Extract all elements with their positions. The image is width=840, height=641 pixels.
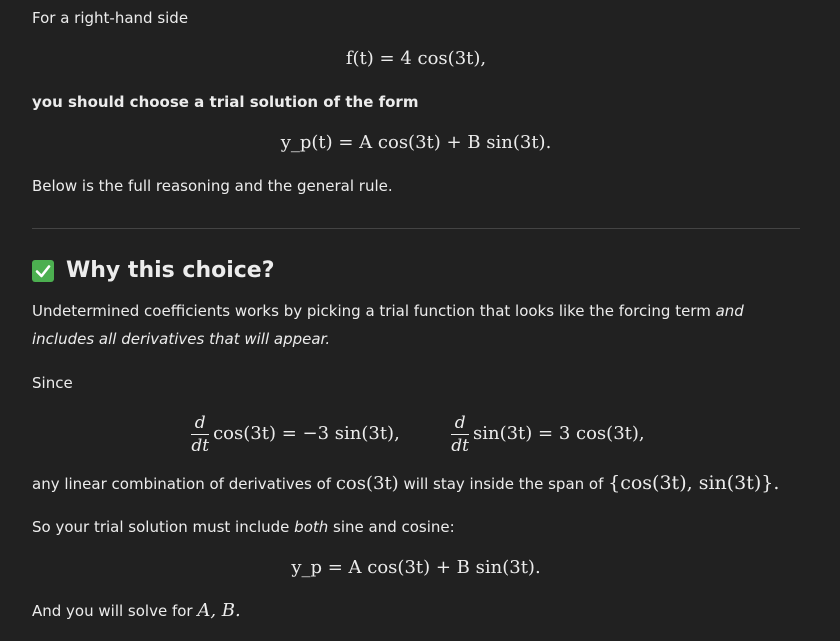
so-line-emphasis: both [294,518,329,536]
explanation-emphasis: and includes all derivatives that will appear. [32,302,744,348]
equation-trial [32,131,800,155]
so-line-start: So your trial solution must include [32,518,295,536]
final-line [32,597,241,625]
equation-trial-text: y_p(t) = A cos(3t) + B sin(3t). [280,132,552,153]
equation-final [32,556,800,580]
explanation-paragraph [32,297,800,353]
check-mark-icon [32,260,54,282]
span-line-mid: will stay inside the span of [398,475,609,493]
span-line [32,469,779,498]
explanation-text: Undetermined coefficients works by picking a trial function that looks like the forcing term [32,302,716,320]
fraction-1-numerator: d [191,412,209,435]
equation-forcing [32,47,800,71]
fraction-1-denominator: dt [191,435,210,456]
fraction-2-numerator: d [451,412,469,435]
section-title: Why this choice? [66,258,275,283]
final-line-vars: A, B. [197,600,241,621]
since-text: Since [32,374,73,392]
intro-text: For a right-hand side [32,9,189,27]
derivative-fraction-2 [451,412,469,457]
section-heading [32,258,274,283]
divider [32,228,800,229]
span-line-cos: cos(3t) [335,473,399,494]
so-line-end: sine and cosine: [328,518,455,536]
equation-final-text: y_p = A cos(3t) + B sin(3t). [291,557,541,578]
so-line [32,513,455,541]
derivative-fraction-1 [191,412,209,457]
below-text: Below is the full reasoning and the general rule. [32,177,393,195]
derivative-1-text: cos(3t) = −3 sin(3t), [213,423,400,444]
fraction-2-denominator: dt [451,435,469,456]
equation-forcing-text: f(t) = 4 cos(3t), [345,48,487,69]
final-line-start: And you will solve for [32,602,198,620]
derivative-2-text: sin(3t) = 3 cos(3t), [473,423,645,444]
span-line-start: any linear combination of derivatives of [32,475,336,493]
span-line-set: {cos(3t), sin(3t)}. [608,472,780,494]
choose-text: you should choose a trial solution of the form [32,93,419,111]
equation-derivatives [32,409,800,459]
